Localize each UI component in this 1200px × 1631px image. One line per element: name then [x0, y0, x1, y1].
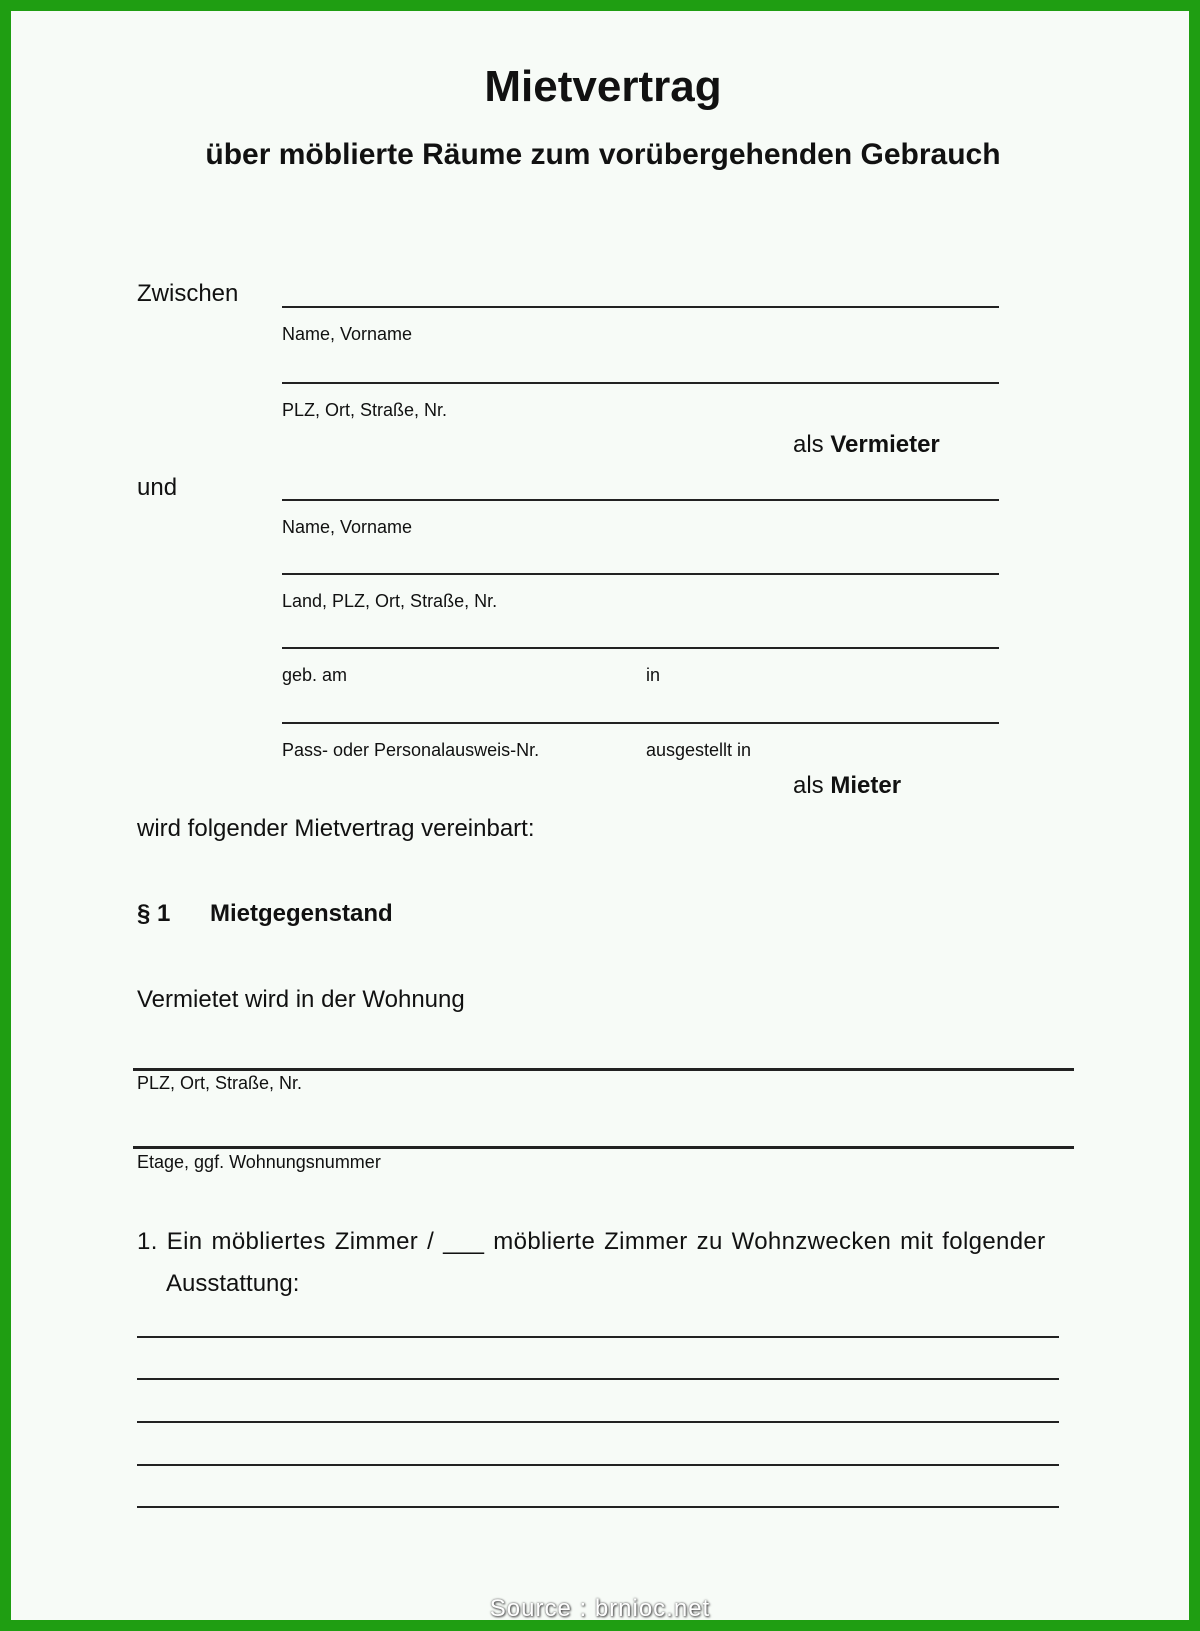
- equipment-line-5[interactable]: [137, 1506, 1059, 1508]
- document-subtitle: über möblierte Räume zum vorübergehenden Gebrauch: [205, 138, 1001, 171]
- apartment-address-caption: PLZ, Ort, Straße, Nr.: [137, 1073, 303, 1093]
- equipment-line-3[interactable]: [137, 1421, 1059, 1423]
- id-number-caption: Pass- oder Personalausweis-Nr.: [282, 740, 540, 760]
- tenant-address-caption: Land, PLZ, Ort, Straße, Nr.: [282, 591, 498, 611]
- landlord-role: [793, 431, 940, 459]
- landlord-role-prefix: als: [793, 431, 824, 458]
- source-watermark: Source : brnioc.net: [489, 1595, 711, 1622]
- section-number: § 1: [137, 900, 171, 927]
- tenant-address-field[interactable]: [282, 573, 999, 575]
- document-title: Mietvertrag: [484, 62, 722, 111]
- agreement-text: wird folgender Mietvertrag vereinbart:: [137, 815, 535, 842]
- apartment-address-field[interactable]: [133, 1068, 1074, 1071]
- tenant-name-field[interactable]: [282, 499, 999, 501]
- apartment-floor-field[interactable]: [133, 1146, 1074, 1149]
- equipment-line-1[interactable]: [137, 1336, 1059, 1338]
- landlord-name-caption: Name, Vorname: [282, 324, 413, 344]
- birth-place-caption: in: [646, 665, 661, 685]
- item1-text: 1. Ein möbliertes Zimmer / ___ möblierte Zimmer zu Wohnzwecken mit folgender: [137, 1228, 1046, 1255]
- landlord-address-caption: PLZ, Ort, Straße, Nr.: [282, 400, 448, 420]
- landlord-name-field[interactable]: [282, 306, 999, 308]
- birth-date-caption: geb. am: [282, 665, 348, 685]
- id-issued-caption: ausgestellt in: [646, 740, 752, 760]
- tenant-name-caption: Name, Vorname: [282, 517, 413, 537]
- and-label: und: [137, 474, 178, 501]
- apartment-floor-caption: Etage, ggf. Wohnungsnummer: [137, 1152, 381, 1172]
- equipment-line-4[interactable]: [137, 1464, 1059, 1466]
- between-label: Zwischen: [137, 280, 239, 307]
- tenant-birth-field[interactable]: [282, 647, 999, 649]
- tenant-id-field[interactable]: [282, 722, 999, 724]
- section-intro: Vermietet wird in der Wohnung: [137, 986, 465, 1013]
- section-heading: Mietgegenstand: [210, 900, 393, 927]
- equipment-line-2[interactable]: [137, 1378, 1059, 1380]
- tenant-role: [793, 772, 901, 800]
- tenant-role-label: Mieter: [830, 772, 902, 799]
- item1-text-continued: Ausstattung:: [166, 1270, 300, 1297]
- landlord-address-field[interactable]: [282, 382, 999, 384]
- landlord-role-label: Vermieter: [830, 431, 940, 458]
- tenant-role-prefix: als: [793, 772, 824, 799]
